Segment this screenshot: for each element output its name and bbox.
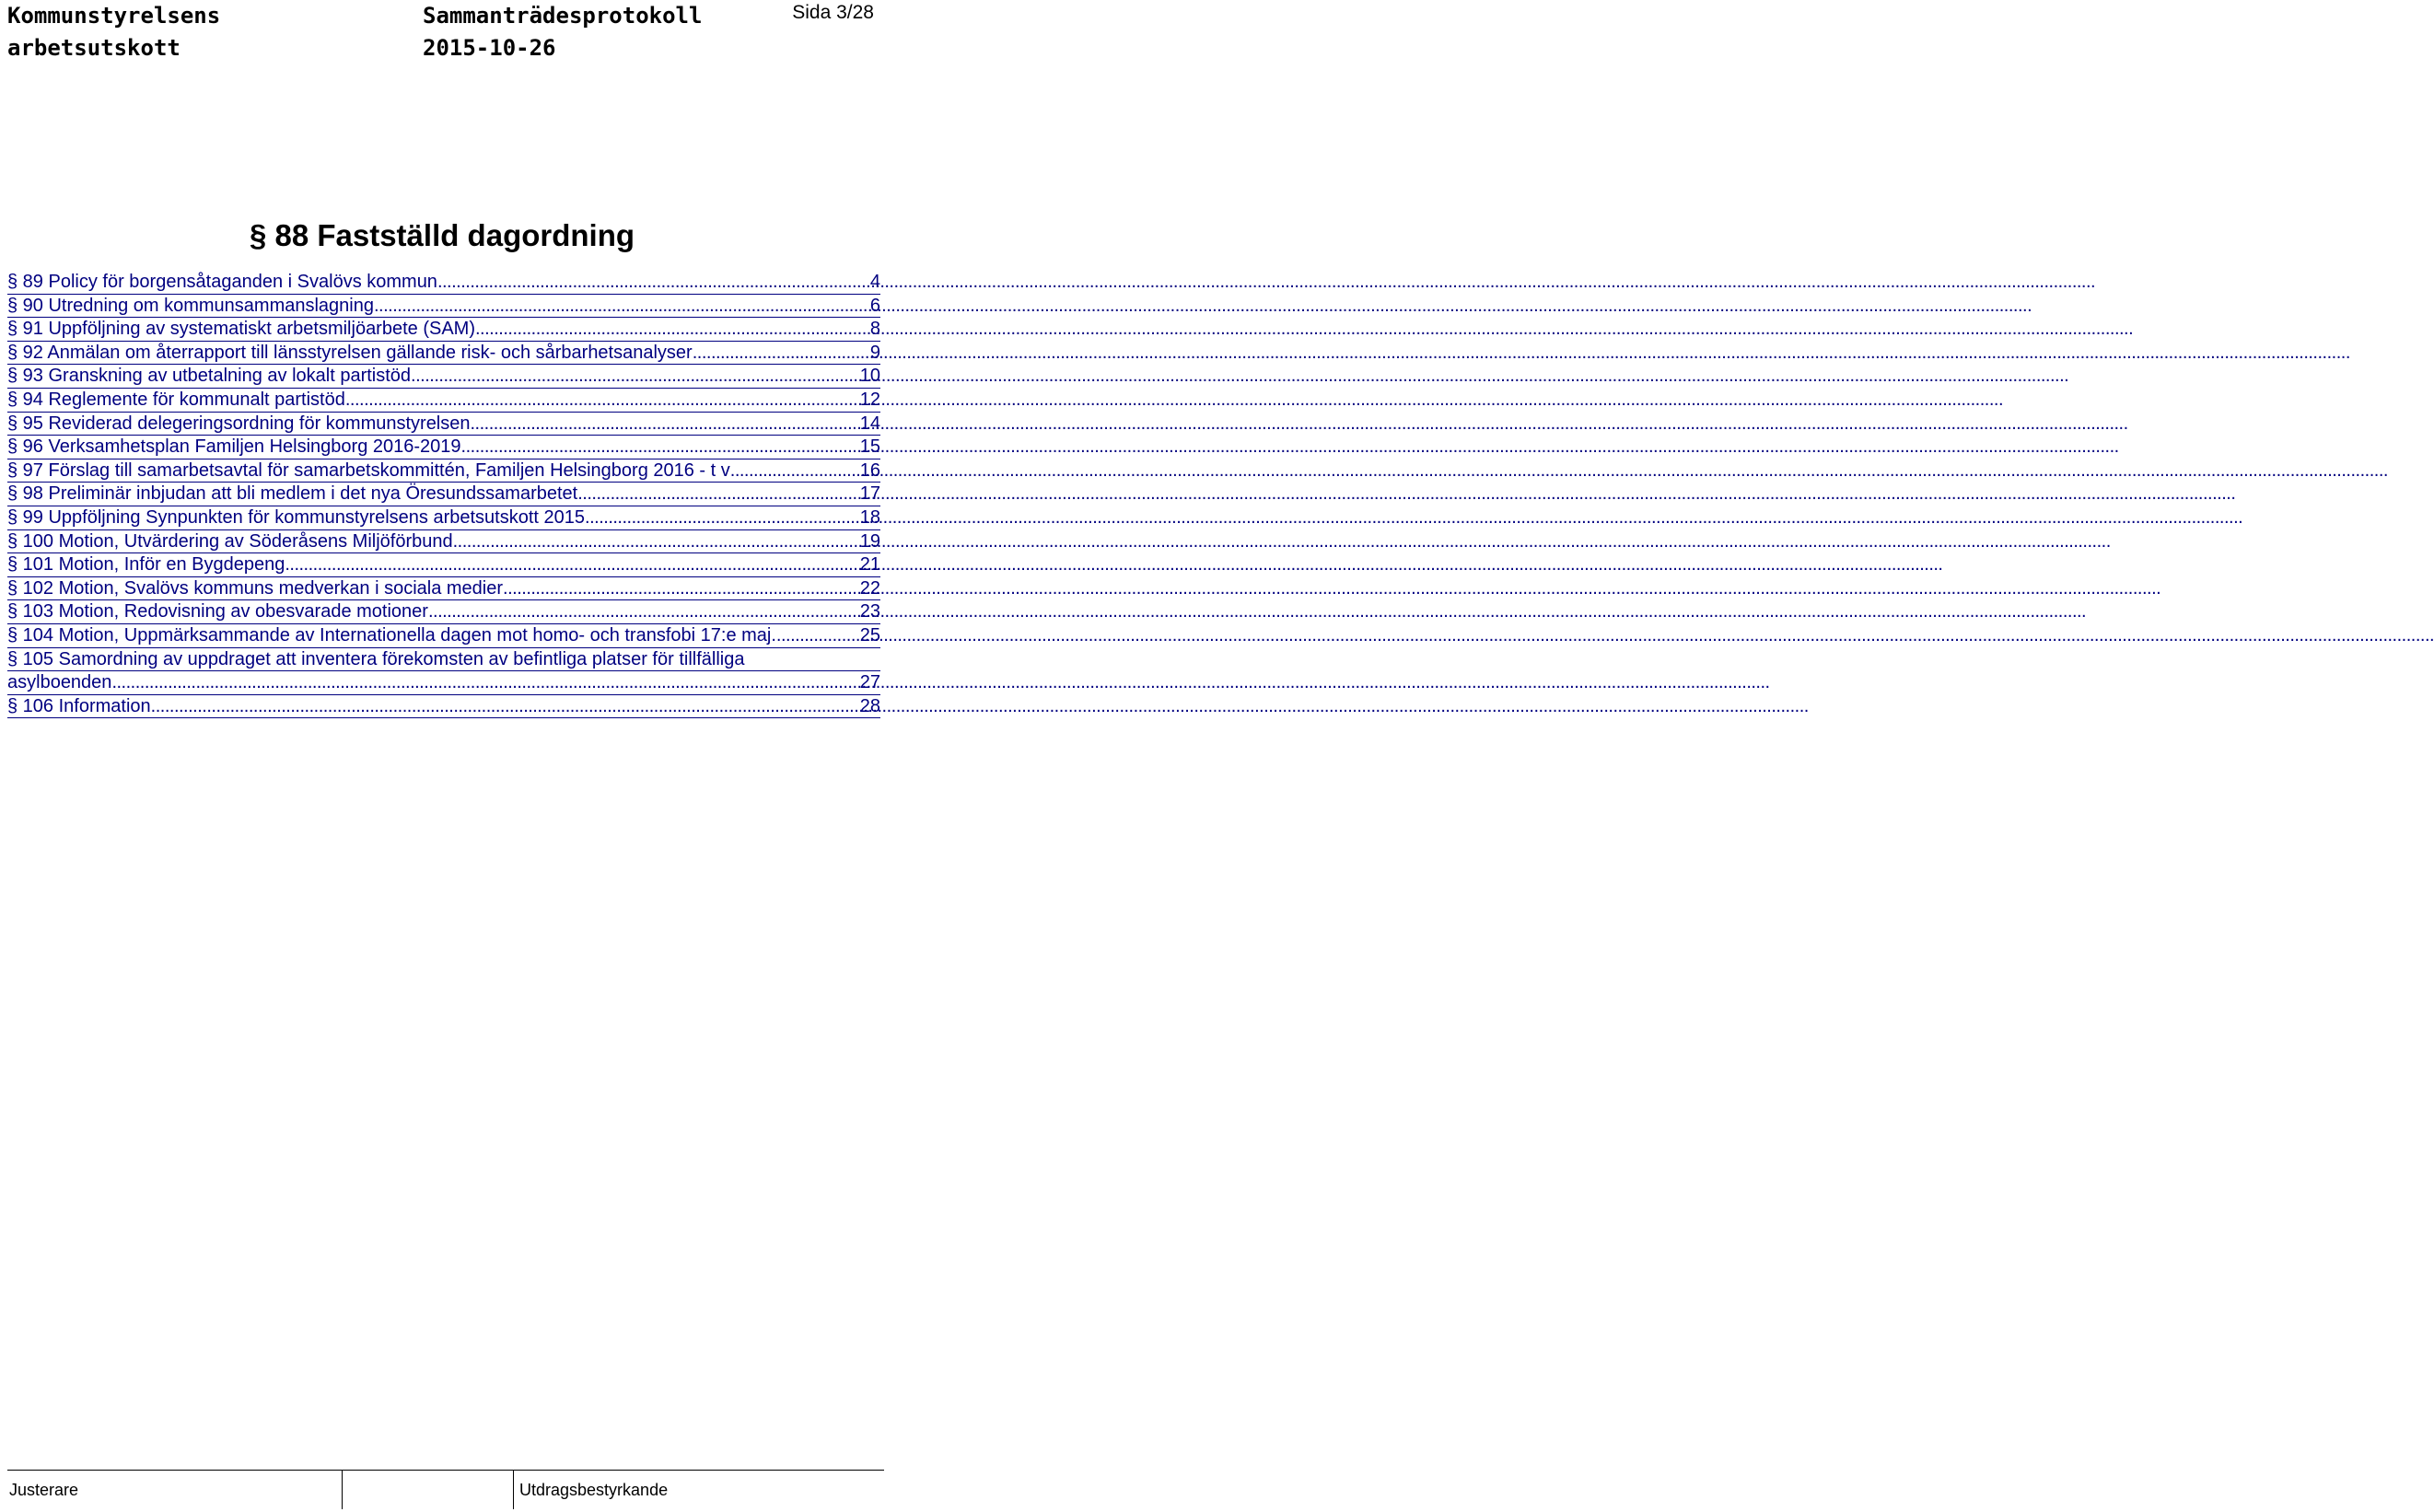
toc-leader-dots: [111, 671, 859, 695]
toc-leader-dots: [475, 318, 870, 342]
toc-leader-dots: [428, 600, 860, 624]
toc-entry-page: 17: [859, 483, 880, 505]
toc-leader-dots: [471, 413, 860, 436]
toc-entry-wrapped[interactable]: [7, 648, 880, 695]
toc-entry[interactable]: [7, 624, 880, 648]
document-info: [423, 0, 702, 64]
toc-leader-dots: [285, 553, 859, 577]
toc-entry-page: 23: [859, 601, 880, 622]
toc-leader-dots: [453, 530, 860, 554]
meeting-date: 2015-10-26: [423, 35, 556, 61]
toc-entry[interactable]: [7, 318, 880, 342]
toc-entry[interactable]: [7, 365, 880, 389]
toc-entry-title: § 106 Information: [7, 695, 151, 716]
toc-leader-dots: [585, 506, 860, 530]
toc-entry-title: § 91 Uppföljning av systematiskt arbetsmiljöarbete (SAM): [7, 319, 475, 340]
toc-entry-page: 19: [859, 530, 880, 552]
toc-entry-title: § 95 Reviderad delegeringsordning för kommunstyrelsen: [7, 413, 471, 434]
toc-entry-title: § 98 Preliminär inbjudan att bli medlem i det nya Öresundssamarbetet: [7, 483, 578, 505]
toc-entry-title: § 103 Motion, Redovisning av obesvarade motioner: [7, 601, 428, 622]
toc-entry-title: § 96 Verksamhetsplan Familjen Helsingborg 2016-2019: [7, 436, 461, 458]
toc-entry-title: § 97 Förslag till samarbetsavtal för samarbetskommittén, Familjen Helsingborg 2016 - t v: [7, 459, 730, 481]
toc-entry-title: § 102 Motion, Svalövs kommuns medverkan i sociala medier: [7, 577, 504, 599]
toc-entry[interactable]: [7, 553, 880, 577]
toc-entry-title: § 93 Granskning av utbetalning av lokalt partistöd: [7, 366, 412, 387]
toc-entry-page: 21: [859, 554, 880, 576]
toc-entry[interactable]: [7, 436, 880, 459]
toc-entry-page: 6: [869, 295, 880, 316]
toc-entry-page: 16: [859, 459, 880, 481]
toc-leader-dots: [345, 389, 860, 413]
table-of-contents: [7, 271, 880, 718]
utdrag-cell: [514, 1471, 884, 1509]
toc-leader-dots: [461, 436, 860, 459]
toc-entry[interactable]: [7, 413, 880, 436]
toc-entry[interactable]: [7, 342, 880, 366]
toc-leader-dots: [693, 342, 870, 366]
toc-leader-dots: [730, 459, 860, 483]
signature-cell: [343, 1471, 514, 1509]
toc-leader-dots: [437, 271, 870, 295]
toc-leader-dots: [776, 624, 860, 648]
toc-entry[interactable]: [7, 459, 880, 483]
toc-entry-title: § 94 Reglemente för kommunalt partistöd: [7, 389, 345, 410]
toc-entry-page: 15: [859, 436, 880, 458]
toc-entry-page: 8: [869, 319, 880, 340]
toc-entry-title: § 90 Utredning om kommunsammanslagning: [7, 295, 374, 316]
toc-entry[interactable]: [7, 483, 880, 506]
toc-entry-page: 18: [859, 506, 880, 528]
toc-leader-dots: [374, 295, 870, 319]
toc-entry-title-line2: asylboenden: [7, 672, 112, 693]
toc-entry[interactable]: [7, 530, 880, 554]
toc-entry-page: 4: [869, 272, 880, 292]
document-type: Sammanträdesprotokoll: [423, 3, 703, 29]
toc-leader-dots: [151, 695, 860, 719]
toc-entry-page: 12: [859, 389, 880, 410]
toc-entry[interactable]: [7, 695, 880, 719]
toc-entry-page: 9: [869, 342, 880, 363]
toc-entry[interactable]: [7, 506, 880, 530]
toc-entry-title: § 101 Motion, Inför en Bygdepeng: [7, 554, 285, 576]
toc-entry[interactable]: [7, 295, 880, 319]
toc-entry-page: 14: [859, 413, 880, 434]
toc-entry-page: 25: [859, 624, 880, 646]
toc-entry-page: 10: [859, 366, 880, 387]
signature-footer: [7, 1470, 884, 1509]
toc-entry-title: § 99 Uppföljning Synpunkten för kommunstyrelsens arbetsutskott 2015: [7, 506, 586, 528]
justerare-cell: [7, 1471, 343, 1509]
toc-entry[interactable]: [7, 389, 880, 413]
toc-entry[interactable]: [7, 600, 880, 624]
organization-name-line2: arbetsutskott: [7, 35, 181, 61]
toc-entry[interactable]: [7, 577, 880, 601]
toc-entry-title-line1: § 105 Samordning av uppdraget att inventera förekomsten av befintliga platser för tillfälliga: [7, 648, 745, 669]
toc-entry-page: 27: [859, 672, 880, 693]
toc-leader-dots: [503, 577, 860, 601]
toc-entry-page: 28: [859, 695, 880, 716]
toc-entry-title: § 92 Anmälan om återrapport till länsstyrelsen gällande risk- och sårbarhetsanalyser: [7, 342, 693, 363]
toc-leader-dots: [577, 483, 860, 506]
organization-name-line1: Kommunstyrelsens: [7, 3, 221, 29]
toc-leader-dots: [411, 365, 860, 389]
toc-entry-page: 22: [859, 577, 880, 599]
toc-entry-title: § 100 Motion, Utvärdering av Söderåsens Miljöförbund: [7, 530, 453, 552]
toc-entry-title: § 104 Motion, Uppmärksammande av Internationella dagen mot homo- och transfobi 17:e maj.: [7, 624, 776, 646]
toc-entry-title: § 89 Policy för borgensåtaganden i Svalövs kommun: [7, 272, 437, 292]
organization-name: [7, 0, 220, 64]
justerare-label: Justerare: [9, 1481, 79, 1499]
section-heading: § 88 Fastställd dagordning: [249, 218, 635, 252]
page-number: Sida 3/28: [792, 2, 874, 23]
toc-entry[interactable]: [7, 271, 880, 295]
utdrag-label: Utdragsbestyrkande: [519, 1481, 669, 1499]
